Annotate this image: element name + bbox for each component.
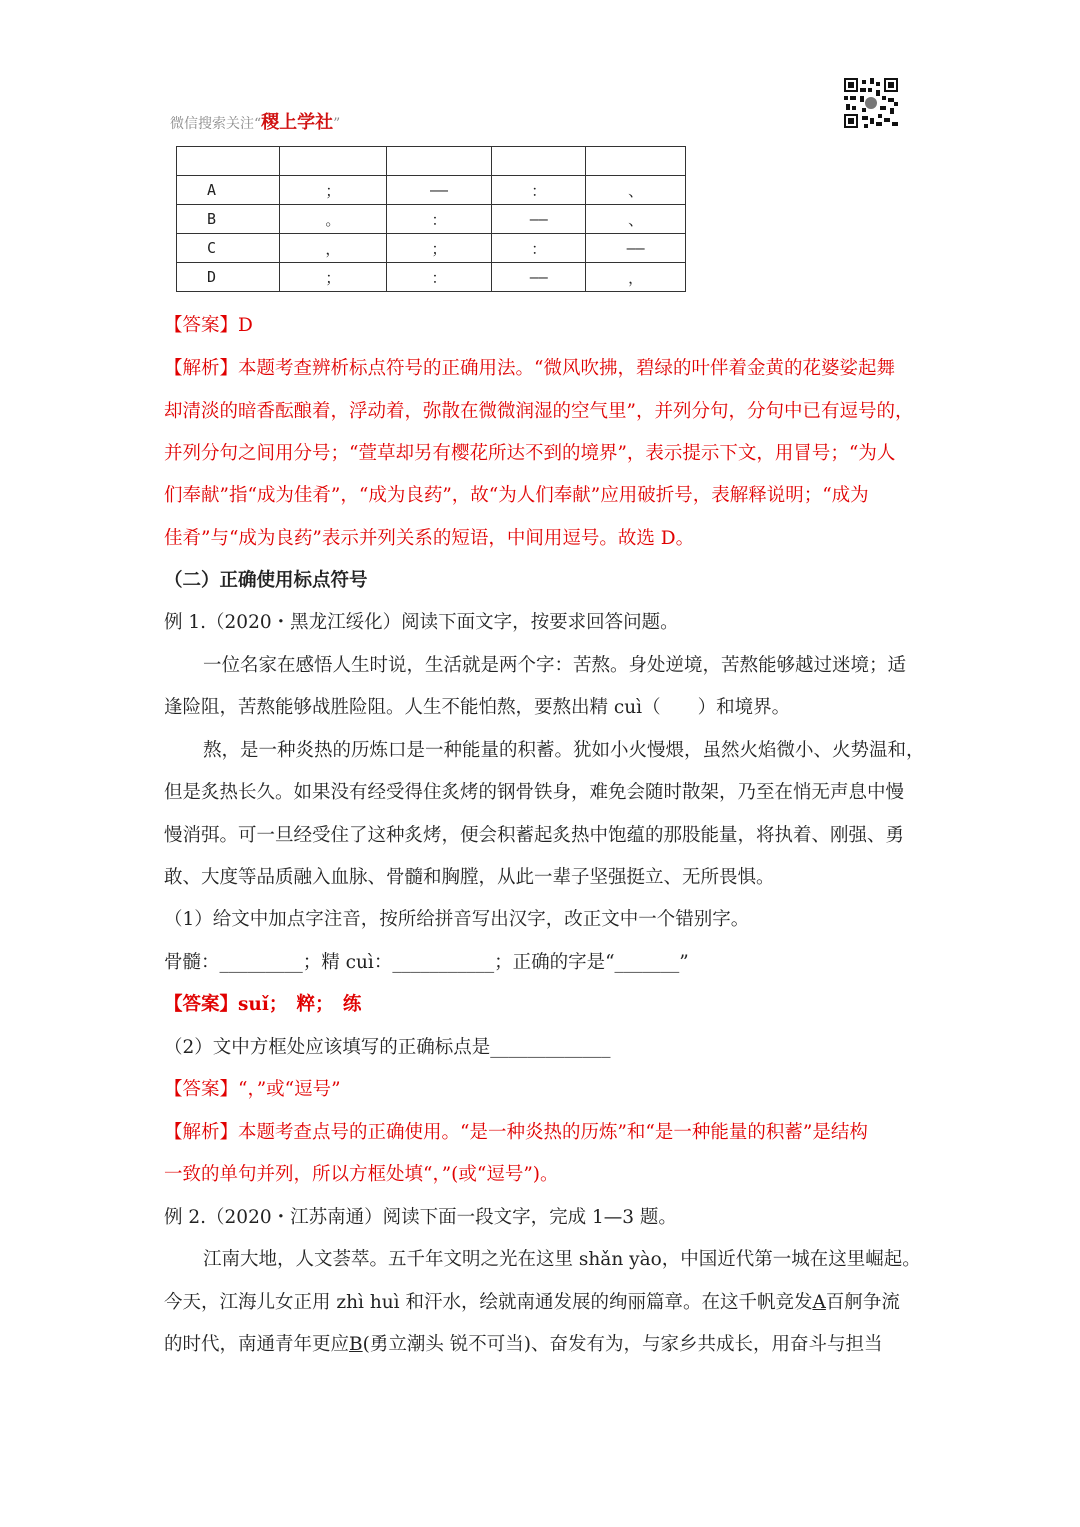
passage-line: 敢、大度等品质融入血脉、骨髓和胸膛，从此一辈子坚强挺立、无所畏惧。 (164, 867, 775, 888)
table-header-row (177, 147, 686, 176)
table-header-cell (177, 147, 280, 176)
passage-line (164, 1291, 900, 1315)
table-header-cell (586, 147, 686, 176)
passage-line: 熬，是一种炎热的历炼口是一种能量的积蓄。犹如小火慢煨，虽然火焰微小、火势温和， (203, 740, 925, 761)
options-table (176, 146, 686, 292)
table-cell: ： (492, 234, 586, 263)
table-cell: ； (386, 234, 491, 263)
question-line: 骨髓：_________；精 cuì：___________；正确的字是“_______” (164, 952, 689, 973)
table-header-cell (279, 147, 386, 176)
passage-text: 百舸争流 (825, 1292, 900, 1313)
analysis-line: 们奉献”指“成为佳肴”，“成为良药”，故“为人们奉献”应用破折号，表解释说明；“成为 (164, 485, 869, 506)
question-line: （2）文中方框处应该填写的正确标点是_____________ (164, 1037, 611, 1058)
option-label: C (177, 234, 280, 263)
table-cell: ： (386, 263, 491, 292)
analysis-line: 【解析】本题考查点号的正确使用。“是一种炎热的历炼”和“是一种能量的积蓄”是结构 (164, 1122, 868, 1143)
table-row (177, 176, 686, 205)
example-heading: 例 1.（2020・黑龙江绥化）阅读下面文字，按要求回答问题。 (164, 612, 679, 633)
watermark-prefix: 微信搜索关注“ (170, 116, 262, 132)
passage-line: 江南大地，人文荟萃。五千年文明之光在这里 shǎn yào，中国近代第一城在这里崛起。 (203, 1249, 921, 1270)
table-header-cell (492, 147, 586, 176)
analysis-line: 一致的单句并列，所以方框处填“，”(或“逗号”)。 (164, 1164, 559, 1185)
watermark-suffix: ” (333, 116, 341, 132)
table-cell: ， (279, 234, 386, 263)
table-cell: ： (386, 205, 491, 234)
table-row (177, 205, 686, 234)
section-heading: （二）正确使用标点符号 (164, 570, 368, 591)
table-cell: ； (279, 263, 386, 292)
passage-line: 一位名家在感悟人生时说，生活就是两个字：苦熬。身处逆境，苦熬能够越过迷境；适 (203, 655, 907, 676)
passage-text: (勇立潮头 锐不可当)、奋发有为，与家乡共成长，用奋斗与担当 (362, 1334, 883, 1355)
table-row (177, 263, 686, 292)
table-header-cell (386, 147, 491, 176)
table-cell: ； (279, 176, 386, 205)
option-label: A (177, 176, 280, 205)
passage-line: 逢险阻，苦熬能够战胜险阻。人生不能怕熬，要熬出精 cuì（ ）和境界。 (164, 697, 791, 718)
answer-line: 【答案】D (164, 315, 253, 336)
table-cell: —— (492, 205, 586, 234)
passage-text: 的时代，南通青年更应 (164, 1334, 350, 1355)
answer-line: 【答案】“，”或“逗号” (164, 1079, 341, 1100)
analysis-line: 并列分句之间用分号；“萱草却另有樱花所达不到的境界”，表示提示下文，用冒号；“为人 (164, 443, 896, 464)
analysis-line: 佳肴”与“成为良药”表示并列关系的短语，中间用逗号。故选 D。 (164, 528, 695, 549)
passage-text: 今天，江海儿女正用 zhì huì 和汗水，绘就南通发展的绚丽篇章。在这千帆竞发 (164, 1292, 813, 1313)
table-cell: —— (492, 263, 586, 292)
answer-line: 【答案】suǐ； 粹； 练 (164, 994, 362, 1015)
analysis-line: 却清淡的暗香酝酿着，浮动着，弥散在微微润湿的空气里”，并列分句，分句中已有逗号的， (164, 401, 914, 422)
question-line: （1）给文中加点字注音，按所给拼音写出汉字，改正文中一个错别字。 (164, 909, 750, 930)
watermark-brand: 稷上学社 (261, 112, 334, 133)
option-label: B (177, 205, 280, 234)
example-heading: 例 2.（2020・江苏南通）阅读下面一段文字，完成 1—3 题。 (164, 1207, 677, 1228)
passage-line (164, 1333, 882, 1357)
table-cell: 、 (586, 205, 686, 234)
table-cell: 。 (279, 205, 386, 234)
table-cell: —— (386, 176, 491, 205)
passage-line: 慢消弭。可一旦经受住了这种炙烤，便会积蓄起炙热中饱蕴的那股能量，将执着、刚强、勇 (164, 825, 905, 846)
table-cell: —— (586, 234, 686, 263)
passage-line: 但是炙热长久。如果没有经受得住炙烤的钢骨铁身，难免会随时散架，乃至在悄无声息中慢 (164, 782, 905, 803)
table-cell: ： (492, 176, 586, 205)
table-cell: 、 (586, 176, 686, 205)
table-cell: ， (586, 263, 686, 292)
watermark (170, 108, 340, 134)
table-row (177, 234, 686, 263)
marker-a: A (812, 1292, 826, 1313)
option-label: D (177, 263, 280, 292)
marker-b: B (349, 1334, 363, 1355)
qr-code-icon (844, 78, 898, 128)
analysis-line: 【解析】本题考查辨析标点符号的正确用法。“微风吹拂，碧绿的叶伴着金黄的花婆娑起舞 (164, 358, 895, 379)
